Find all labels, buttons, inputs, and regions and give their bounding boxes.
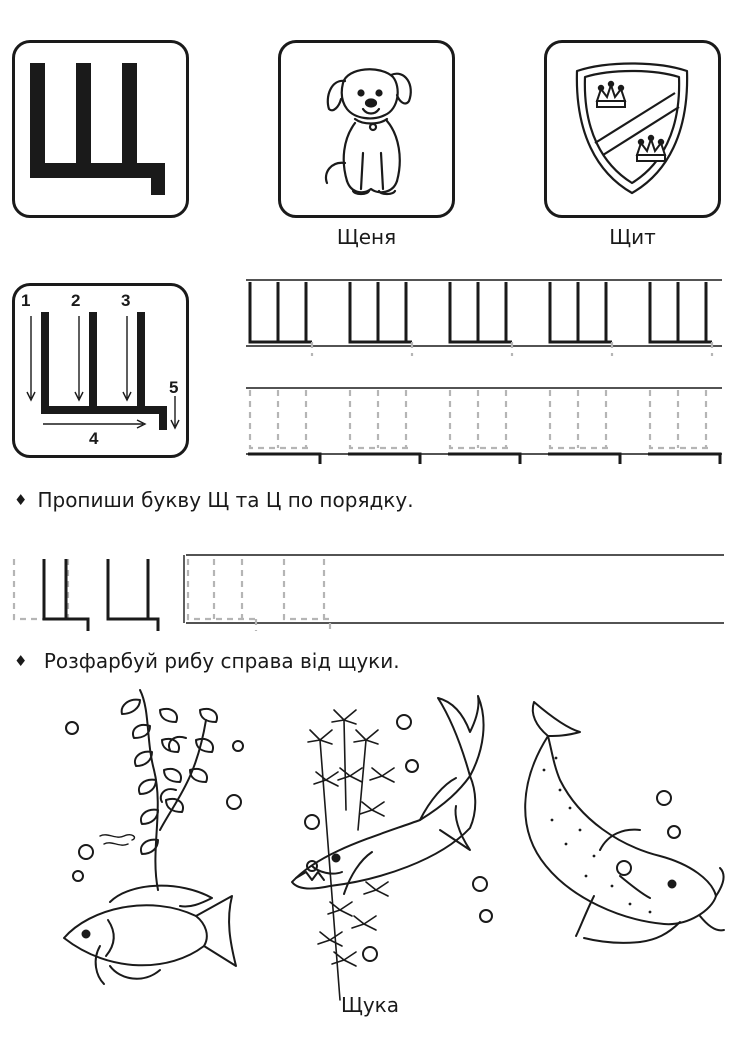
instruction-text: Пропиши букву Щ та Ц по порядку.	[37, 488, 414, 512]
letter-card	[12, 40, 189, 218]
fish-scene	[0, 680, 736, 1010]
instruction-color-fish	[14, 649, 400, 673]
writing-line	[8, 545, 728, 645]
crown-icon	[637, 136, 665, 161]
seaweed-icon	[122, 690, 217, 890]
instruction-write-letters	[14, 488, 414, 512]
puppy-icon	[281, 43, 452, 215]
stroke-number: 5	[169, 378, 179, 397]
bubble-icon	[66, 715, 680, 961]
big-letter-shcha	[15, 43, 186, 215]
stroke-number: 1	[21, 291, 31, 310]
stroke-number: 3	[121, 291, 131, 310]
stroke-order-diagram	[15, 286, 186, 455]
stroke-number: 4	[89, 429, 99, 448]
shield-card	[544, 40, 721, 218]
bullet-icon: ♦	[14, 491, 28, 509]
fish-icon	[64, 886, 236, 984]
shield-caption: Щит	[609, 225, 656, 249]
tracing-grid	[240, 276, 730, 466]
bullet-icon: ♦	[14, 652, 28, 670]
pike-caption: Щука	[340, 993, 400, 1017]
stroke-number: 2	[71, 291, 81, 310]
shield-icon	[547, 43, 718, 215]
pike-icon	[292, 696, 484, 894]
puppy-card	[278, 40, 455, 218]
puppy-caption: Щеня	[336, 225, 397, 249]
crown-icon	[597, 82, 625, 107]
instruction-text: Розфарбуй рибу справа від щуки.	[43, 649, 400, 673]
catfish-icon	[525, 702, 724, 943]
stroke-order-card	[12, 283, 189, 458]
